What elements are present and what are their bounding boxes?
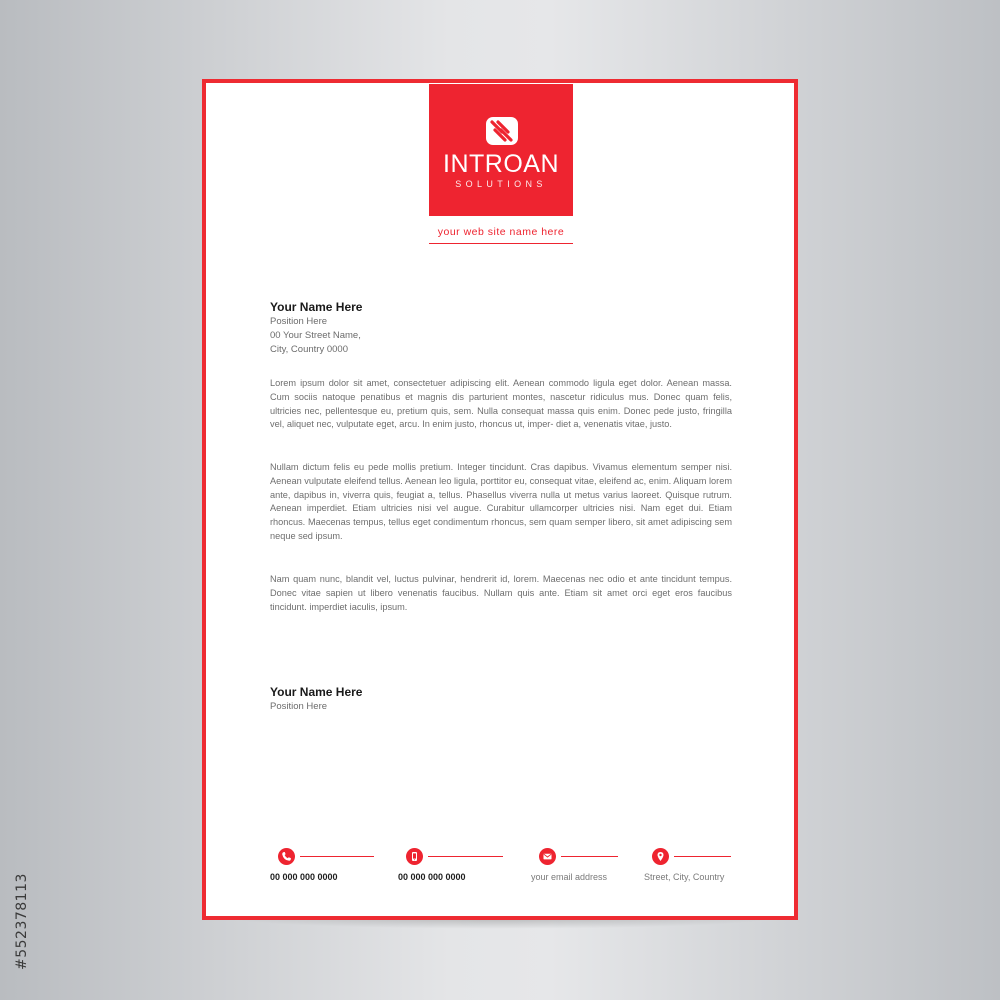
sender-position: Position Here — [270, 316, 328, 327]
contact-email-line — [561, 856, 618, 857]
sender-block — [270, 299, 362, 357]
logo-block — [429, 84, 573, 216]
mobile-icon — [406, 848, 423, 865]
website-link[interactable]: your web site name here — [437, 226, 565, 238]
website-underline — [429, 243, 573, 244]
phone-icon — [278, 848, 295, 865]
location-pin-icon — [652, 848, 669, 865]
contact-mobile-text: 00 000 000 0000 — [398, 872, 466, 882]
letterhead-page — [202, 79, 798, 920]
email-icon — [539, 848, 556, 865]
sender-name: Your Name Here — [270, 300, 363, 314]
contact-address-line — [674, 856, 731, 857]
contact-mobile-line — [428, 856, 503, 857]
signature-position: Position Here — [270, 701, 328, 712]
sender-street: 00 Your Street Name, — [270, 330, 361, 341]
contact-phone-text: 00 000 000 0000 — [270, 872, 338, 882]
contact-phone-line — [300, 856, 374, 857]
company-name: INTROAN — [443, 150, 559, 178]
body-paragraph-1: Lorem ipsum dolor sit amet, consectetuer adipiscing elit. Aenean commodo ligula eget dolor. Aenean massa. Cum sociis natoque penatibus et magnis dis parturient montes, nascetur ridiculus mus. Donec quam felis, ultricies nec, pellentesque eu, pretium quis, sem. Nulla consequat massa quis enim. Donec pede justo, fringilla vel, aliquet nec, vulputate eget, arcu. In enim justo, rhoncus ut, imper- diet a, venenatis vitae, justo. — [270, 378, 732, 430]
diagonal-stripes-logo-icon — [485, 116, 519, 146]
company-tagline: SOLUTIONS — [455, 179, 547, 189]
body-paragraph-2: Nullam dictum felis eu pede mollis pretium. Integer tincidunt. Cras dapibus. Vivamus elementum semper nisi. Aenean vulputate eleifend tellus. Aenean leo ligula, porttitor eu, consequat vitae, eleifend ac, enim. Aliquam lorem ante, dapibus in, viverra quis, feugiat a, tellus. Phasellus viverra nulla ut metus varius laoreet. Quisque rutrum. Aenean imperdiet. Etiam ultricies nisi vel augue. Curabitur ullamcorper ultricies nisi. Nam eget dui. Etiam rhoncus. Maecenas tempus, tellus eget condimentum rhoncus, sem quam semper libero, sit amet adipiscing sem neque sed ipsum. — [270, 462, 732, 541]
signature-name: Your Name Here — [270, 685, 363, 699]
signature-block — [270, 684, 362, 714]
sender-city: City, Country 0000 — [270, 344, 348, 355]
stock-id-label: #552378113 — [14, 873, 30, 970]
body-paragraph-3: Nam quam nunc, blandit vel, luctus pulvinar, hendrerit id, lorem. Maecenas nec odio et ante tincidunt tempus. Donec vitae sapien ut libero venenatis faucibus. Nullam quis ante. Etiam sit amet orci eget eros faucibus tincidunt. imperdiet iaculis, ipsum. — [270, 574, 732, 612]
contact-address-text: Street, City, Country — [644, 872, 725, 882]
contact-email-text[interactable]: your email address — [531, 872, 608, 882]
